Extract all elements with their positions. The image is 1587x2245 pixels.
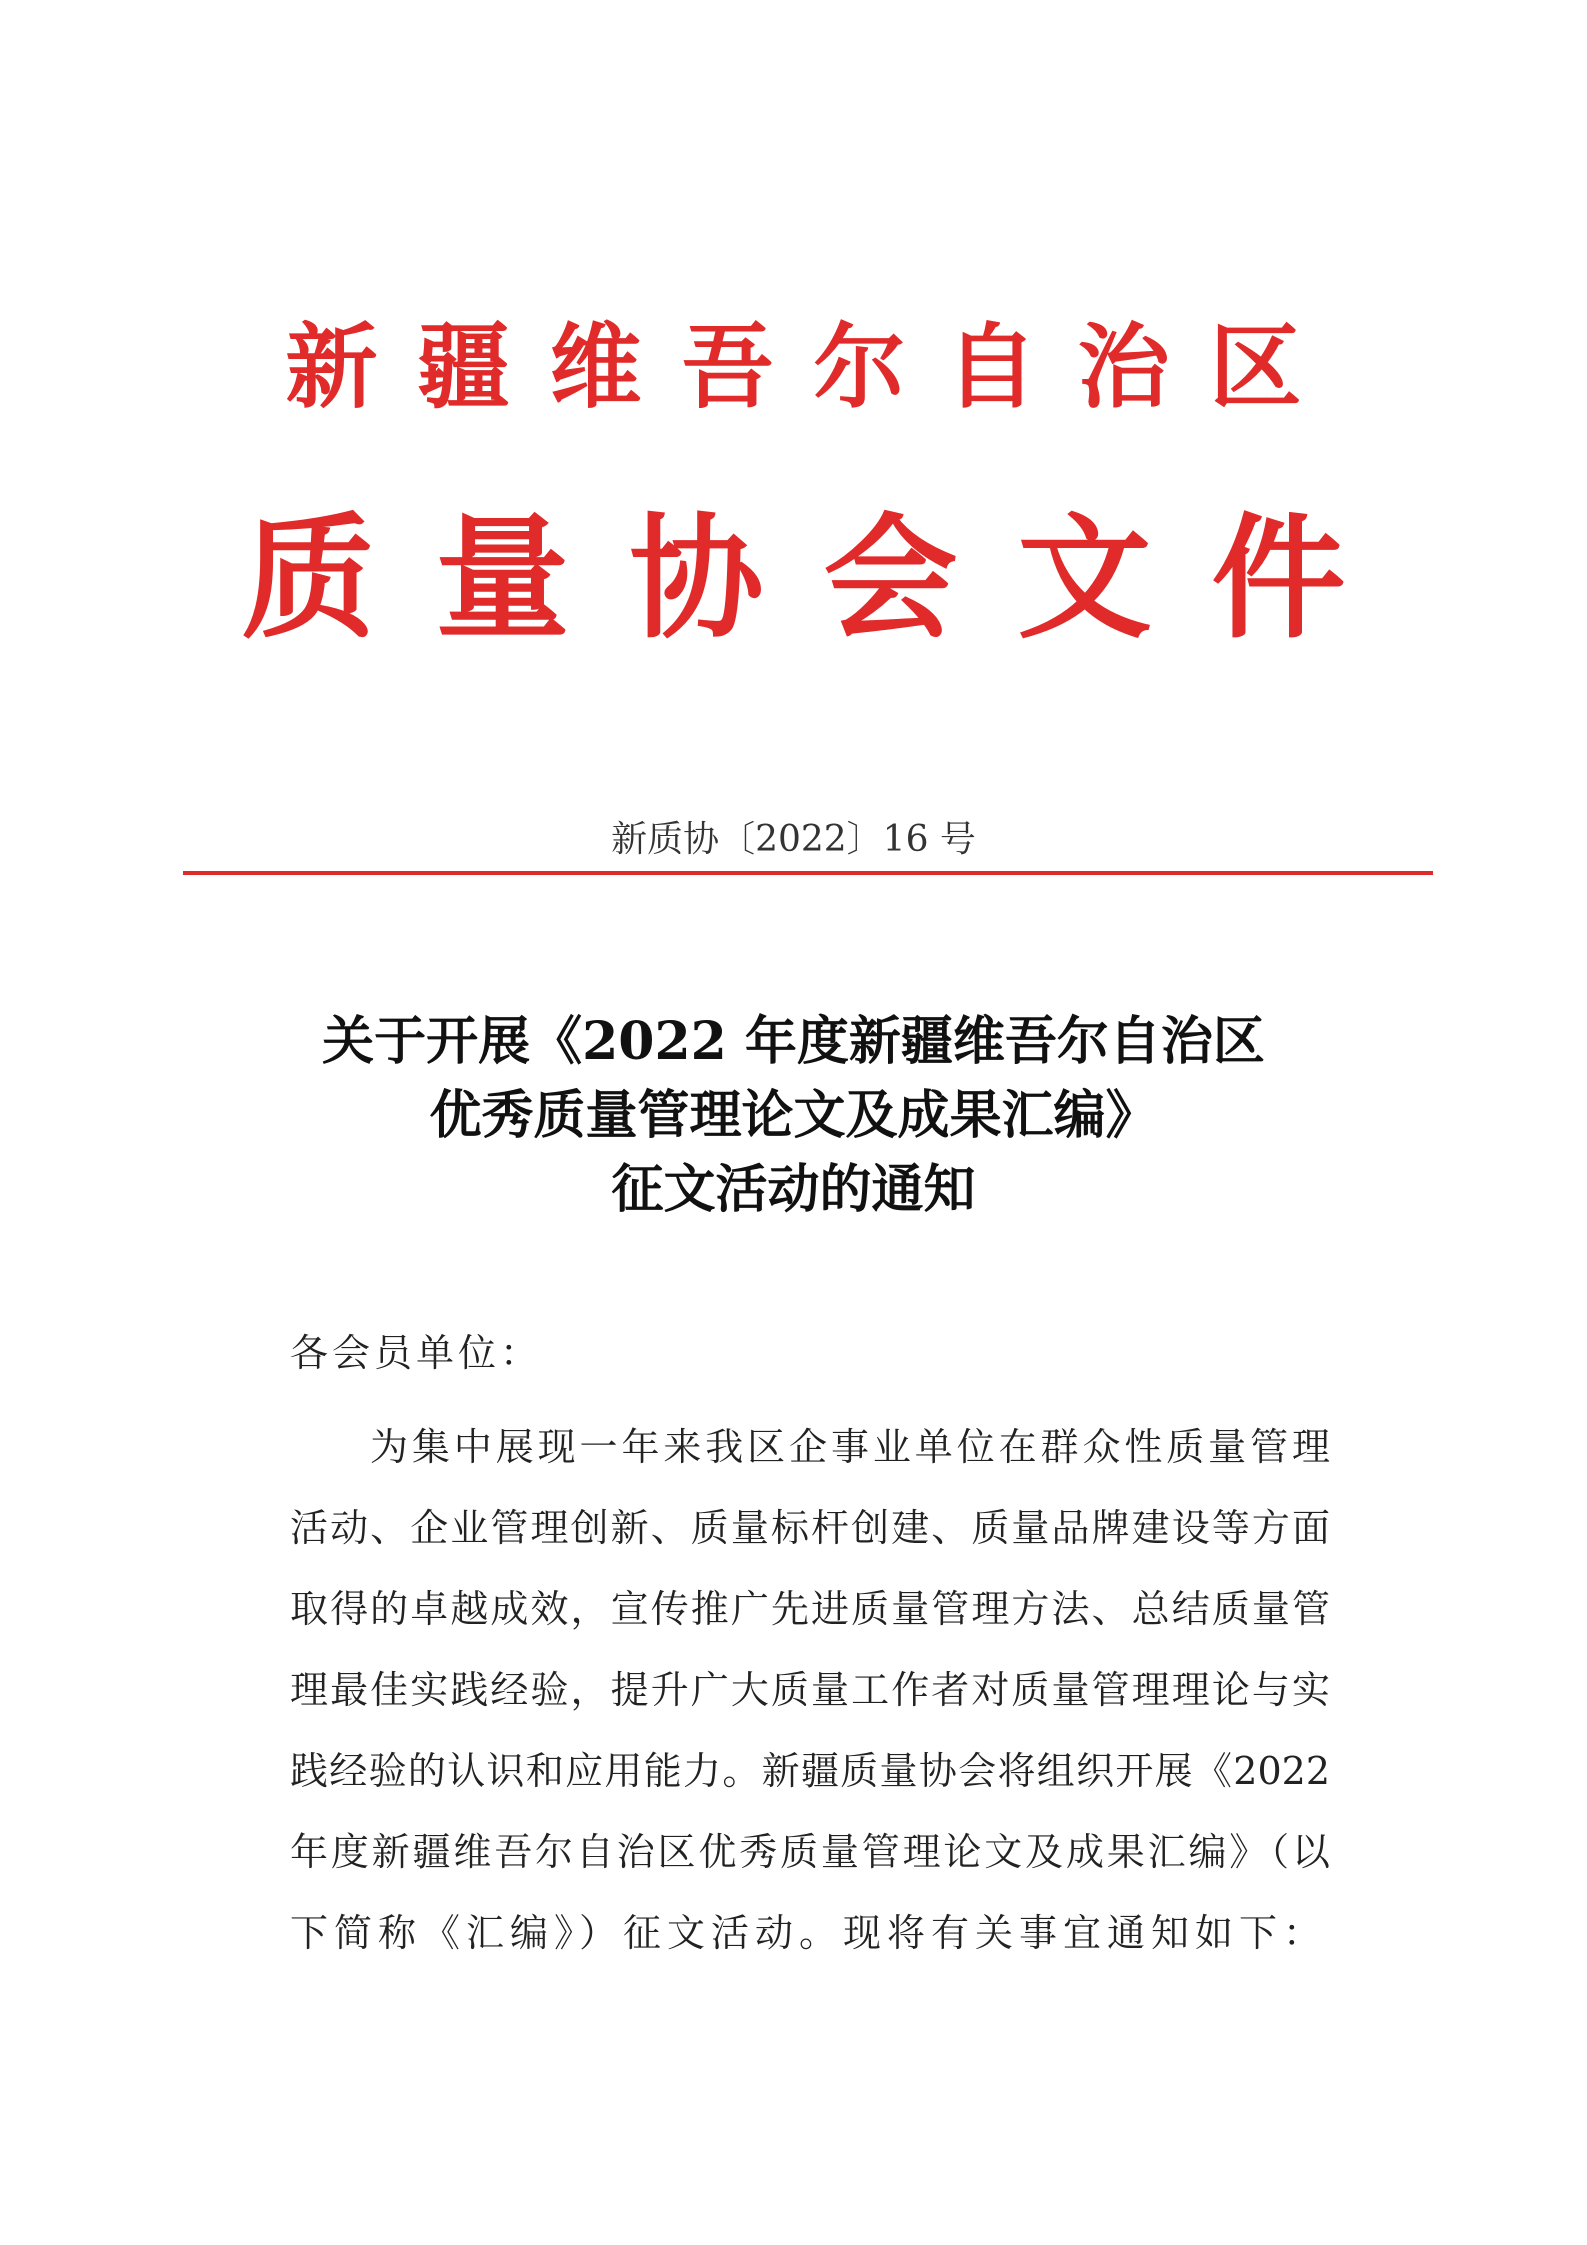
- notice-title-line-3: 征文活动的通知: [611, 1159, 976, 1220]
- body-line: 活动、企业管理创新、质量标杆创建、质量品牌建设等方面: [290, 1506, 1330, 1550]
- body-line: 取得的卓越成效，宣传推广先进质量管理方法、总结质量管: [290, 1587, 1330, 1631]
- org-name-line: 新疆维吾尔自治区: [285, 313, 1342, 421]
- notice-title: [0, 1005, 1587, 1227]
- body-line: 为集中展现一年来我区企事业单位在群众性质量管理: [370, 1425, 1330, 1469]
- document-type-heading: 质量协会文件: [241, 499, 1406, 657]
- document-number: 新质协〔2022〕16 号: [611, 819, 976, 860]
- body-line: 年度新疆维吾尔自治区优秀质量管理论文及成果汇编》（以: [290, 1830, 1330, 1874]
- red-divider-line: [183, 871, 1433, 875]
- body-line: 践经验的认识和应用能力。新疆质量协会将组织开展《2022: [290, 1749, 1330, 1793]
- body-line: 理最佳实践经验，提升广大质量工作者对质量管理理论与实: [290, 1668, 1330, 1712]
- notice-title-line-1: 关于开展《2022 年度新疆维吾尔自治区: [322, 1011, 1265, 1072]
- salutation: 各会员单位：: [290, 1331, 543, 1375]
- body-line: 下简称《汇编》）征文活动。现将有关事宜通知如下：: [290, 1911, 1328, 1955]
- notice-title-line-2: 优秀质量管理论文及成果汇编》: [429, 1085, 1158, 1146]
- body-paragraph: [290, 1407, 1330, 1974]
